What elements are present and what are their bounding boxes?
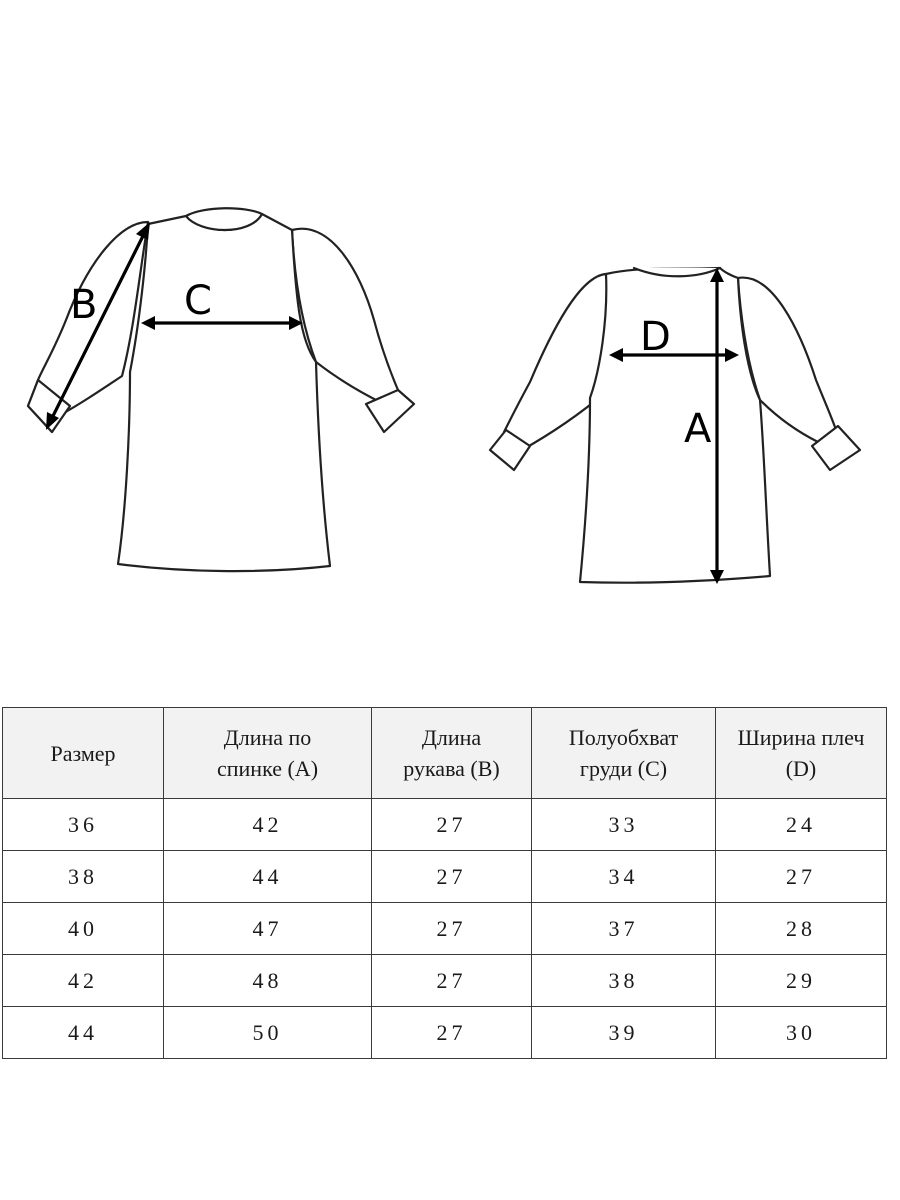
- table-cell: 24: [716, 799, 887, 851]
- back-body: [580, 268, 770, 583]
- label-a: A: [684, 406, 712, 452]
- table-cell: 50: [164, 1007, 372, 1059]
- label-c: C: [184, 278, 212, 324]
- table-cell: 42: [164, 799, 372, 851]
- table-cell: 27: [372, 799, 532, 851]
- header-shoulder-width: Ширина плеч (D): [716, 708, 887, 799]
- label-d: D: [640, 314, 671, 360]
- table-cell: 27: [372, 1007, 532, 1059]
- header-back-length: Длина по спинке (A): [164, 708, 372, 799]
- table-cell: 38: [3, 851, 164, 903]
- table-row: [3, 903, 887, 955]
- table-header-row: [3, 708, 887, 799]
- table-row: [3, 1007, 887, 1059]
- size-table: [2, 707, 887, 1059]
- table-cell: 40: [3, 903, 164, 955]
- header-size: Размер: [3, 708, 164, 799]
- table-row: [3, 955, 887, 1007]
- table-cell: 42: [3, 955, 164, 1007]
- table-cell: 27: [372, 955, 532, 1007]
- table-cell: 28: [716, 903, 887, 955]
- table-cell: 39: [532, 1007, 716, 1059]
- label-b: B: [70, 282, 98, 328]
- table-cell: 27: [372, 851, 532, 903]
- table-cell: 36: [3, 799, 164, 851]
- table-cell: 29: [716, 955, 887, 1007]
- table-cell: 27: [716, 851, 887, 903]
- table-cell: 34: [532, 851, 716, 903]
- table-cell: 44: [3, 1007, 164, 1059]
- table-cell: 30: [716, 1007, 887, 1059]
- table-cell: 38: [532, 955, 716, 1007]
- table-row: [3, 799, 887, 851]
- front-view-blouse: [28, 208, 414, 571]
- table-cell: 47: [164, 903, 372, 955]
- table-cell: 27: [372, 903, 532, 955]
- header-half-chest: Полуобхват груди (C): [532, 708, 716, 799]
- table-cell: 37: [532, 903, 716, 955]
- table-cell: 44: [164, 851, 372, 903]
- table-cell: 33: [532, 799, 716, 851]
- table-cell: 48: [164, 955, 372, 1007]
- table-row: [3, 851, 887, 903]
- header-sleeve-length: Длина рукава (B): [372, 708, 532, 799]
- back-view-blouse: [490, 268, 860, 583]
